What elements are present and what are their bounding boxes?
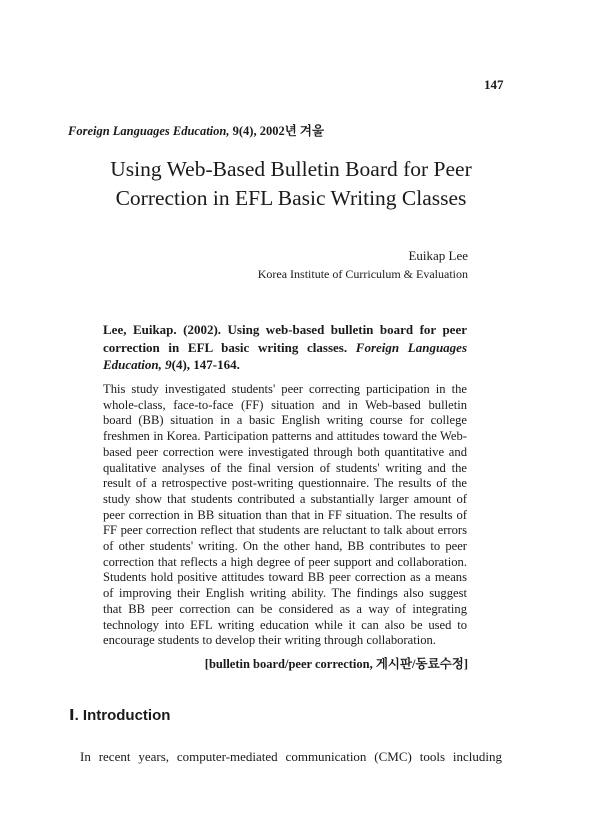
citation-pages: (4), 147-164.: [171, 357, 240, 372]
citation-journal: Foreign Languages Education,: [103, 339, 468, 372]
title-line-2: Correction in EFL Basic Writing Classes: [115, 186, 467, 210]
intro-paragraph: In recent years, computer-mediated communication (CMC) tools including: [80, 749, 502, 764]
author-affiliation: Korea Institute of Curriculum & Evaluation: [257, 267, 468, 281]
journal-volume: 9(4), 2002년 겨울: [229, 124, 325, 138]
author-name: Euikap Lee: [408, 248, 468, 263]
title-line-1: Using Web-Based Bulletin Board for Peer: [110, 157, 472, 181]
section-heading: Ⅰ. Introduction: [69, 707, 171, 724]
abstract: This study investigated students' peer correcting participation in the whole-class, face-to-face (FF) situation and in Web-based bulletin board (BB) situation in a basic English writing course for college freshmen in Korea. Participation patterns and attitudes toward the Web-based peer correction were investigated through both quantitative and qualitative analyses of the final version of students' writing and the result of a retrospective post-writing questionnaire. The results of the study show that students contributed a substantially larger amount of peer correction in BB situation than that in FF situation. The results of FF peer correction reflect that students are reluctant to talk about errors of other students' writing. On the other hand, BB contributes to peer correction that reflects a high degree of peer support and collaboration. Students hold positive attitudes toward BB peer correction as a means of improving their English writing ability. The findings also suggest that BB peer correction can be considered as a way of integrating technology into EFL writing education while it can also be used to encourage students to develop their writing through collaboration.: [103, 382, 467, 648]
citation-volume: 9: [165, 357, 172, 372]
keywords: [bulletin board/peer correction, 게시판/동료수정]: [204, 657, 468, 671]
page-number: 147: [484, 77, 504, 92]
journal-header: [68, 121, 324, 139]
paper-title: [60, 155, 522, 213]
author-block: [258, 247, 468, 283]
citation-text: Lee, Euikap. (2002). Using web-based bulletin board for peer correction in EFL basic writing classes.: [103, 322, 467, 355]
journal-name: Foreign Languages Education,: [68, 124, 230, 138]
citation: [103, 321, 467, 374]
